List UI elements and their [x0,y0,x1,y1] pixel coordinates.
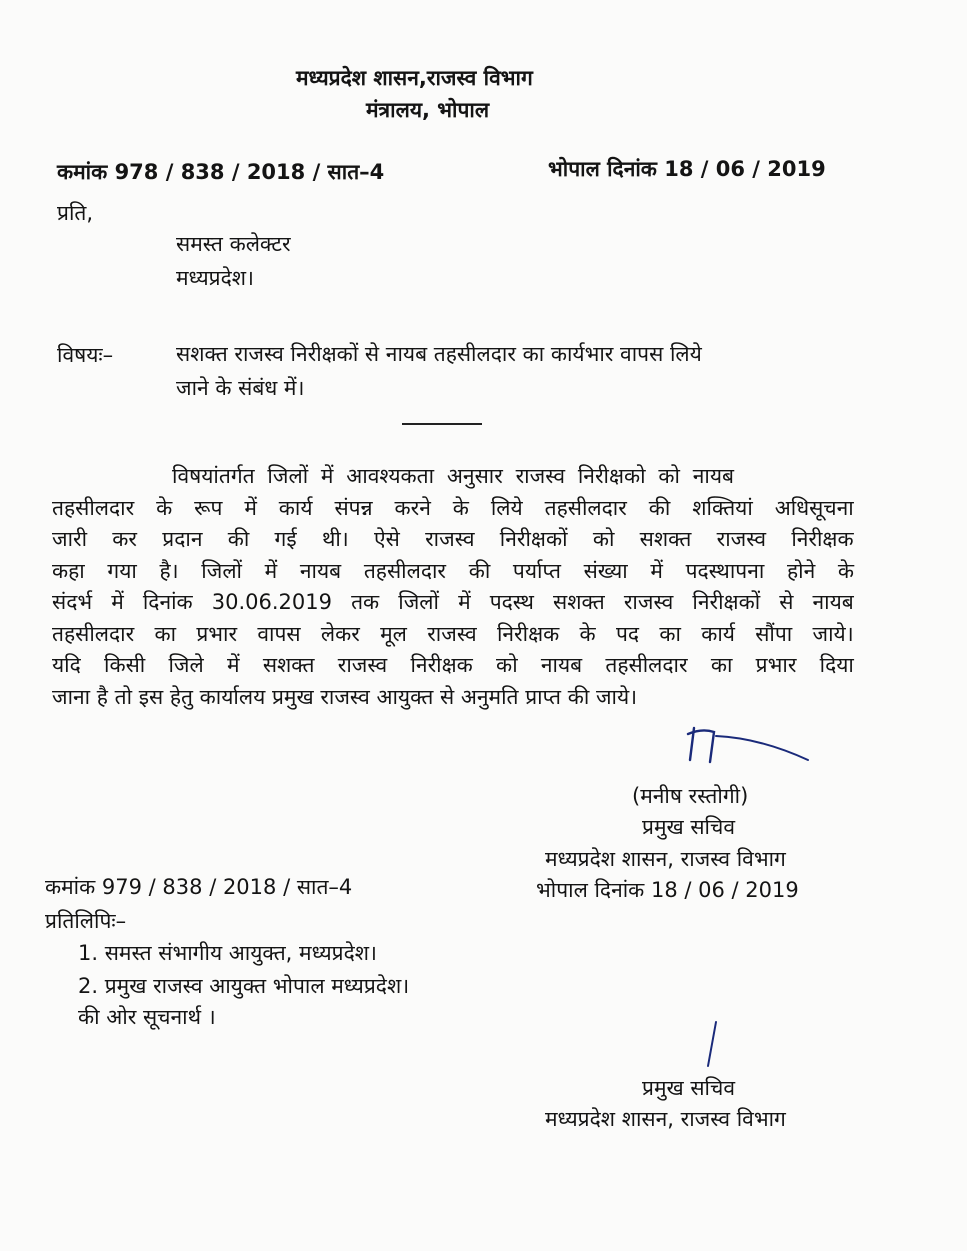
body-line: तहसीलदार के रूप में कार्य संपन्न करने के लिये तहसीलदार की शक्तियां अधिसूचना [52,495,854,520]
copy-order-date: भोपाल दिनांक 18 / 06 / 2019 [536,878,799,902]
recipient-title: समस्त कलेक्टर [176,232,291,256]
recipient-prefix: प्रति, [57,201,94,225]
order-date: भोपाल दिनांक 18 / 06 / 2019 [548,157,826,181]
signatory-designation: प्रमुख सचिव [642,815,736,839]
signatory-department: मध्यप्रदेश शासन, राजस्व विभाग [545,847,786,871]
order-number: कमांक 978 / 838 / 2018 / सात–4 [57,160,385,184]
body-line: जाना है तो इस हेतु कार्यालय प्रमुख राजस्व आयुक्त से अनुमति प्राप्त की जाये। [52,684,638,709]
signatory-name: (मनीष रस्तोगी) [632,784,749,808]
subject-line-1: सशक्त राजस्व निरीक्षकों से नायब तहसीलदार का कार्यभार वापस लिये [176,342,702,366]
subject-line-2: जाने के संबंध में। [176,376,305,400]
body-line: संदर्भ में दिनांक 30.06.2019 तक जिलों में पदस्थ सशक्त राजस्व निरीक्षकों से नायब [52,590,854,614]
subject-separator [402,423,482,425]
copy-item: 2. प्रमुख राजस्व आयुक्त भोपाल मध्यप्रदेश। [78,974,410,998]
copy-label: प्रतिलिपिः– [45,909,127,933]
body-paragraph [52,461,854,713]
initial-mark [700,1020,724,1070]
copy-item: 1. समस्त संभागीय आयुक्त, मध्यप्रदेश। [78,941,377,965]
copy-order-number: कमांक 979 / 838 / 2018 / सात–4 [45,875,353,899]
body-line: कहा गया है। जिलों में नायब तहसीलदार की पर्याप्त संख्या में पदस्थापना होने के [52,558,855,583]
body-line: जारी कर प्रदान की गई थी। ऐसे राजस्व निरीक्षकों को सशक्त राजस्व निरीक्षक [52,527,854,551]
body-line: यदि किसी जिले में सशक्त राजस्व निरीक्षक को नायब तहसीलदार का प्रभार दिया [52,653,854,677]
department-heading: मध्यप्रदेश शासन,राजस्व विभाग [296,66,533,90]
footer-designation: प्रमुख सचिव [642,1076,736,1100]
ministry-location: मंत्रालय, भोपाल [366,98,490,122]
recipient-state: मध्यप्रदेश। [176,266,254,290]
footer-department: मध्यप्रदेश शासन, राजस्व विभाग [545,1107,786,1131]
body-line: विषयांतर्गत जिलों में आवश्यकता अनुसार राजस्व निरीक्षको को नायब [172,464,735,488]
body-line: तहसीलदार का प्रभार वापस लेकर मूल राजस्व निरीक्षक के पद का कार्य सौंपा जाये। [52,621,854,646]
subject-label: विषयः– [57,343,114,367]
copy-closing: की ओर सूचनार्थ । [78,1005,216,1029]
handwritten-signature [680,718,820,778]
